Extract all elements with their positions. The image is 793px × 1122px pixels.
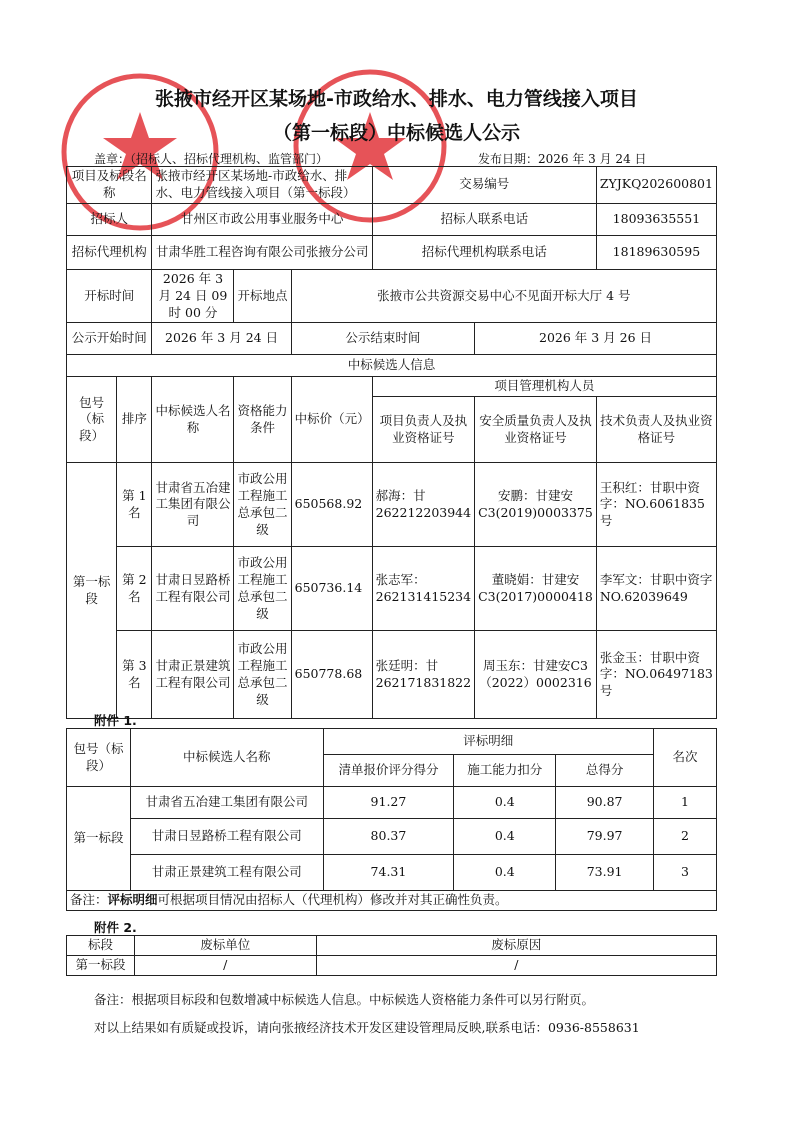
candidate-tech: 张金玉：甘职中资字：NO.06497183 号 xyxy=(596,631,716,719)
candidate-qualification: 市政公用工程施工总承包二级 xyxy=(234,631,291,719)
candidate-tech: 王积红：甘职中资字：NO.6061835 号 xyxy=(596,463,716,547)
seal-label: 盖章：（招标人、招标代理机构、监管部门） xyxy=(94,152,329,166)
waste-header-package: 标段 xyxy=(67,936,135,956)
tenderer-phone-value: 18093635551 xyxy=(596,203,716,235)
candidates-section-title: 中标候选人信息 xyxy=(67,355,717,377)
header-qualification: 资格能力条件 xyxy=(234,377,291,463)
candidate-price: 650568.92 xyxy=(291,463,372,547)
open-place-label: 开标地点 xyxy=(234,269,291,323)
candidate-price: 650736.14 xyxy=(291,547,372,631)
eval-header-rank: 名次 xyxy=(654,729,717,787)
eval-rank: 3 xyxy=(654,855,717,891)
eval-header-detail: 评标明细 xyxy=(323,729,654,755)
open-time-value: 2026 年 3 月 24 日 09 时 00 分 xyxy=(152,269,234,323)
evaluation-table xyxy=(66,728,717,911)
eval-rank: 1 xyxy=(654,787,717,819)
candidate-name: 甘肃省五冶建工集团有限公司 xyxy=(152,463,234,547)
agency-phone-label: 招标代理机构联系电话 xyxy=(372,235,596,269)
candidate-tech: 李军文：甘职中资字NO.62039649 xyxy=(596,547,716,631)
pub-start-label: 公示开始时间 xyxy=(67,323,152,355)
waste-header-reason: 废标原因 xyxy=(316,936,716,956)
publish-date: 发布日期：2026 年 3 月 24 日 xyxy=(478,152,647,166)
pub-end-value: 2026 年 3 月 26 日 xyxy=(475,323,717,355)
header-rank: 排序 xyxy=(117,377,152,463)
eval-capacity: 0.4 xyxy=(454,787,556,819)
eval-price-score: 91.27 xyxy=(323,787,454,819)
header-name: 中标候选人名称 xyxy=(152,377,234,463)
pub-end-label: 公示结束时间 xyxy=(291,323,474,355)
header-staff-group: 项目管理机构人员 xyxy=(372,377,716,397)
candidate-pm: 张志军：262131415234 xyxy=(372,547,474,631)
eval-header-package: 包号（标段） xyxy=(67,729,131,787)
candidate-info-table xyxy=(66,166,717,719)
tenderer-value: 甘州区市政公用事业服务中心 xyxy=(152,203,372,235)
waste-unit: / xyxy=(134,956,316,976)
header-pm: 项目负责人及执业资格证号 xyxy=(372,397,474,463)
eval-name: 甘肃省五冶建工集团有限公司 xyxy=(130,787,323,819)
trade-no-label: 交易编号 xyxy=(372,167,596,204)
trade-no-value: ZYJKQ202600801 xyxy=(596,167,716,204)
footnote-2: 对以上结果如有质疑或投诉，请向张掖经济技术开发区建设管理局反映,联系电话：0936-8558631 xyxy=(94,1020,640,1035)
package-name: 第一标段 xyxy=(67,463,117,719)
agency-phone-value: 18189630595 xyxy=(596,235,716,269)
candidate-rank: 第 2 名 xyxy=(117,547,152,631)
eval-capacity: 0.4 xyxy=(454,855,556,891)
candidate-safety: 董晓娟：甘建安C3(2017)0000418 xyxy=(475,547,597,631)
open-time-label: 开标时间 xyxy=(67,269,152,323)
eval-row xyxy=(67,819,717,855)
eval-name: 甘肃日昱路桥工程有限公司 xyxy=(130,819,323,855)
eval-header-total: 总得分 xyxy=(556,755,654,787)
page-title-line-2: （第一标段）中标候选人公示 xyxy=(272,122,520,144)
waste-header-unit: 废标单位 xyxy=(134,936,316,956)
candidate-name: 甘肃日昱路桥工程有限公司 xyxy=(152,547,234,631)
eval-note xyxy=(67,891,717,911)
candidate-qualification: 市政公用工程施工总承包二级 xyxy=(234,463,291,547)
candidate-rank: 第 1 名 xyxy=(117,463,152,547)
eval-rank: 2 xyxy=(654,819,717,855)
attachment-2-label: 附件 2. xyxy=(94,920,137,935)
project-value: 张掖市经开区某场地-市政给水、排水、电力管线接入项目（第一标段） xyxy=(152,167,372,204)
eval-row xyxy=(67,855,717,891)
candidate-price: 650778.68 xyxy=(291,631,372,719)
header-safety: 安全质量负责人及执业资格证号 xyxy=(475,397,597,463)
candidate-qualification: 市政公用工程施工总承包二级 xyxy=(234,547,291,631)
waste-package: 第一标段 xyxy=(67,956,135,976)
eval-note-rest: 可根据项目情况由招标人（代理机构）修改并对其正确性负责。 xyxy=(157,892,508,908)
candidate-name: 甘肃正景建筑工程有限公司 xyxy=(152,631,234,719)
eval-total: 73.91 xyxy=(556,855,654,891)
candidate-pm: 张廷明：甘262171831822 xyxy=(372,631,474,719)
header-price: 中标价（元） xyxy=(291,377,372,463)
eval-name: 甘肃正景建筑工程有限公司 xyxy=(130,855,323,891)
candidate-safety: 安鹏：甘建安C3(2019)0003375 xyxy=(475,463,597,547)
eval-capacity: 0.4 xyxy=(454,819,556,855)
eval-price-score: 80.37 xyxy=(323,819,454,855)
eval-header-price-score: 清单报价评分得分 xyxy=(323,755,454,787)
eval-header-name: 中标候选人名称 xyxy=(130,729,323,787)
eval-note-bold: 评标明细 xyxy=(107,892,158,908)
pub-start-value: 2026 年 3 月 24 日 xyxy=(152,323,291,355)
eval-price-score: 74.31 xyxy=(323,855,454,891)
eval-note-prefix: 备注： xyxy=(70,892,108,908)
eval-row xyxy=(67,787,717,819)
header-tech: 技术负责人及执业资格证号 xyxy=(596,397,716,463)
footnote-1: 备注：根据项目标段和包数增减中标候选人信息。中标候选人资格能力条件可以另行附页。 xyxy=(94,992,595,1007)
candidate-rank: 第 3 名 xyxy=(117,631,152,719)
eval-total: 79.97 xyxy=(556,819,654,855)
attachment-1-label: 附件 1. xyxy=(94,713,137,728)
candidate-row xyxy=(67,463,717,547)
candidate-pm: 郝海：甘262212203944 xyxy=(372,463,474,547)
header-package: 包号（标段） xyxy=(67,377,117,463)
eval-header-capacity: 施工能力扣分 xyxy=(454,755,556,787)
agency-value: 甘肃华胜工程咨询有限公司张掖分公司 xyxy=(152,235,372,269)
tenderer-label: 招标人 xyxy=(67,203,152,235)
candidate-safety: 周玉东：甘建安C3（2022）0002316 xyxy=(475,631,597,719)
candidate-row xyxy=(67,547,717,631)
waste-reason: / xyxy=(316,956,716,976)
waste-bid-table xyxy=(66,935,717,976)
candidate-row xyxy=(67,631,717,719)
eval-total: 90.87 xyxy=(556,787,654,819)
page-title-line-1: 张掖市经开区某场地-市政给水、排水、电力管线接入项目 xyxy=(155,88,638,110)
project-label: 项目及标段名称 xyxy=(67,167,152,204)
tenderer-phone-label: 招标人联系电话 xyxy=(372,203,596,235)
eval-package-name: 第一标段 xyxy=(67,787,131,891)
agency-label: 招标代理机构 xyxy=(67,235,152,269)
open-place-value: 张掖市公共资源交易中心不见面开标大厅 4 号 xyxy=(291,269,716,323)
